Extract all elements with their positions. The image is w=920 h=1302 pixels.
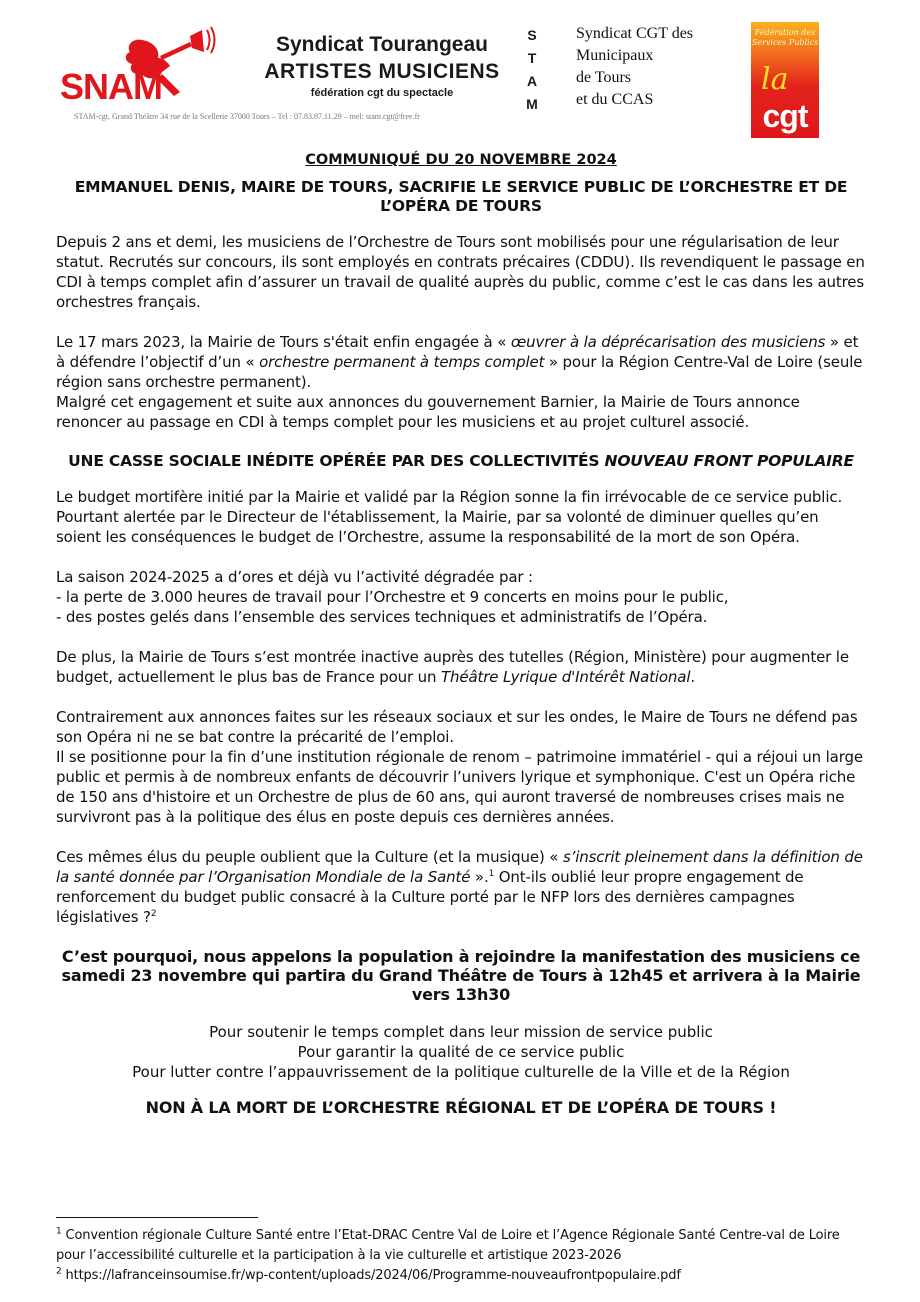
paragraph-budget: Le budget mortifère initié par la Mairie et validé par la Région sonne la fin irrévocable de ce service public. Pourtant alertée par le Directeur de l'établissement, la Mairie, par sa volonté de diminuer quelles qu’en soient les conséquences le budget de l’Orchestre, assume la responsabilité de la mort de son Opéra. xyxy=(56,488,843,546)
cgt-logo xyxy=(751,22,819,138)
municipaux-line: et du CCAS xyxy=(576,91,654,108)
footnote-ref-2[interactable]: 2 xyxy=(150,909,157,919)
municipaux-line: de Tours xyxy=(576,69,632,86)
stam-letter: A xyxy=(526,73,538,89)
text: . xyxy=(690,668,695,686)
footnote-separator xyxy=(56,1217,258,1218)
footnote-number: 2 xyxy=(56,1266,62,1277)
paragraph-tutelles xyxy=(56,647,866,687)
paragraph-institution: Il se positionne pour la fin d’une institution régionale de renom – patrimoine immatériel - qui a réjoui un large public et permis à de nombreux enfants de découvrir l’univers lyrique et symphonique. C'est un Opéra riche de 150 ans d'histoire et un Orchestre de plus de 60 ans, qui auront traversé de nombreuses crises mais ne survivront pas à la politique des élus en poste depuis ces dernières années. xyxy=(56,748,863,826)
stam-title-block xyxy=(232,32,532,100)
heading-italic: NOUVEAU FRONT POPULAIRE xyxy=(604,452,854,470)
paragraph-intro: Depuis 2 ans et demi, les musiciens de l’Orchestre de Tours sont mobilisés pour une régularisation de leur statut. Recrutés sur concours, ils sont employés en contrats précaires (CDDU). Ils revendiquent le passage en CDI à temps complet afin d’assurer un travail de qualité auprès du public, comme c’est le cas dans les autres orchestres français. xyxy=(56,233,865,311)
municipaux-line: Municipaux xyxy=(576,47,654,64)
stam-letter: T xyxy=(527,50,537,66)
cgt-federation-text: Fédération des Services Publics xyxy=(751,28,819,47)
municipaux-union-name xyxy=(576,23,736,111)
text: » pour la Région Centre-Val de Loire (seule région sans orchestre permanent). xyxy=(56,353,863,391)
footnote-link[interactable]: https://lafranceinsoumise.fr/wp-content/uploads/2024/06/Programme-nouveaufrontpopulaire.pdf xyxy=(61,1268,681,1283)
quote-italic: œuvrer à la déprécarisation des musiciens xyxy=(510,333,826,351)
saison-item: - des postes gelés dans l’ensemble des services techniques et administratifs de l’Opéra. xyxy=(56,608,708,626)
saison-intro: La saison 2024-2025 a d’ores et déjà vu l’activité dégradée par : xyxy=(56,568,533,586)
stam-vertical-acronym xyxy=(524,24,540,116)
cgt-text: cgt xyxy=(762,98,808,134)
text: Ont-ils oublié leur propre engagement de renforcement du budget public consacré à la Culture porté par le NFP lors des dernières campagnes législatives ? xyxy=(56,868,804,926)
paragraph-engagement xyxy=(56,332,866,392)
stam-banner xyxy=(58,18,543,130)
stam-line-1: Syndicat Tourangeau xyxy=(276,33,488,56)
section-heading xyxy=(56,452,866,471)
snam-logo-text: SNAM xyxy=(60,66,162,107)
communique-body xyxy=(56,150,866,1118)
quote-italic: orchestre permanent à temps complet xyxy=(259,353,545,371)
footnote-ref-1[interactable]: 1 xyxy=(488,869,495,879)
paragraph-culture-sante xyxy=(56,847,866,927)
text: Ces mêmes élus du peuple oublient que la Culture (et la musique) « xyxy=(56,848,563,866)
slogans xyxy=(56,1022,866,1082)
paragraph-saison xyxy=(56,567,866,627)
slogan-line: Pour lutter contre l’appauvrissement de la politique culturelle de la Ville et de la Région xyxy=(132,1063,790,1081)
text: » et à défendre l’objectif d’un « xyxy=(56,333,859,371)
stam-letter: S xyxy=(527,27,537,43)
stam-line-2: ARTISTES MUSICIENS xyxy=(264,60,500,83)
stam-address: STAM-cgt, Grand Théâtre 34 rue de la Scellerie 37000 Tours – Tel : 07.83.87.11.29 – mel: stam.cgt@free.fr xyxy=(74,112,420,121)
italic-text: Théâtre Lyrique d'Intérêt National xyxy=(441,668,691,686)
main-title: EMMANUEL DENIS, MAIRE DE TOURS, SACRIFIE LE SERVICE PUBLIC DE L’ORCHESTRE ET DE L’OPÉRA DE TOURS xyxy=(74,178,848,215)
footnotes xyxy=(56,1226,866,1286)
cgt-la-text: la xyxy=(761,62,789,97)
paragraph-renoncement: Malgré cet engagement et suite aux annonces du gouvernement Barnier, la Mairie de Tours annonce renoncer au passage en CDI à temps complet pour les musiciens et au projet culturel associé. xyxy=(56,393,800,431)
footnote-text: Convention régionale Culture Santé entre l’Etat-DRAC Centre Val de Loire et l’Agence Régionale Santé Centre-val de Loire pour l’accessibilité culturelle et la participation à la vie culturelle et artistique 2023-2026 xyxy=(56,1228,840,1263)
footnote-1 xyxy=(56,1226,866,1266)
communique-date: COMMUNIQUÉ DU 20 NOVEMBRE 2024 xyxy=(305,152,617,168)
footnote-number: 1 xyxy=(56,1226,62,1237)
final-slogan: NON À LA MORT DE L’ORCHESTRE RÉGIONAL ET DE L’OPÉRA DE TOURS ! xyxy=(145,1098,777,1117)
call-to-action: C’est pourquoi, nous appelons la population à rejoindre la manifestation des musiciens ce samedi 23 novembre qui partira du Grand Théâtre de Tours à 12h45 et arrivera à la Mairie vers 13h30 xyxy=(61,947,861,1004)
stam-line-3: fédération cgt du spectacle xyxy=(310,87,454,99)
heading-text: UNE CASSE SOCIALE INÉDITE OPÉRÉE PAR DES COLLECTIVITÉS xyxy=(68,452,605,470)
text: Le 17 mars 2023, la Mairie de Tours s'était enfin engagée à « xyxy=(56,333,511,351)
footnote-2 xyxy=(56,1266,866,1286)
slogan-line: Pour soutenir le temps complet dans leur mission de service public xyxy=(209,1023,713,1041)
saison-item: - la perte de 3.000 heures de travail pour l’Orchestre et 9 concerts en moins pour le public, xyxy=(56,588,729,606)
text: ». xyxy=(470,868,489,886)
paragraph-reseaux: Contrairement aux annonces faites sur les réseaux sociaux et sur les ondes, le Maire de Tours ne défend pas son Opéra ni ne se bat contre la précarité de l’emploi. xyxy=(56,708,858,746)
stam-letter: M xyxy=(526,96,538,112)
text: De plus, la Mairie de Tours s’est montrée inactive auprès des tutelles (Région, Ministère) pour augmenter le budget, actuellement le plus bas de France pour un xyxy=(56,648,849,686)
municipaux-line: Syndicat CGT des xyxy=(576,25,694,42)
slogan-line: Pour garantir la qualité de ce service public xyxy=(297,1043,625,1061)
quote-italic: s’inscrit pleinement dans la définition de la santé donnée par l’Organisation Mondiale de la Santé xyxy=(56,848,863,886)
